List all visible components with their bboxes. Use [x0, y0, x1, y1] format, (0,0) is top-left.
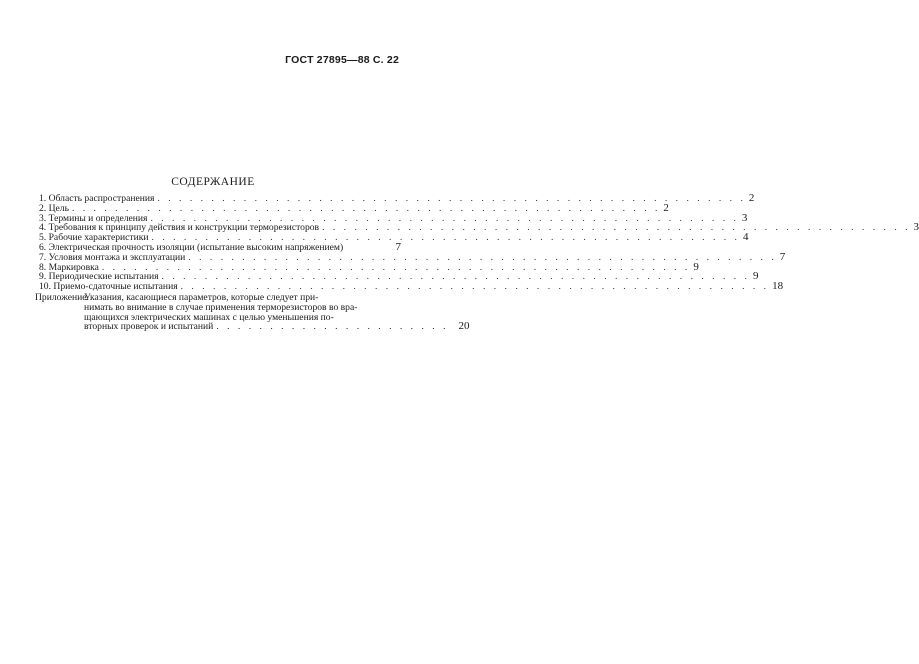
toc-page-number: 9	[752, 270, 759, 283]
toc-entry-text: 1. Область распространения	[39, 193, 155, 204]
toc-entry-text: 7. Условия монтажа и эксплуатации	[39, 251, 186, 263]
toc-page-number: 3	[913, 221, 919, 234]
page-title: СОДЕРЖАНИЕ	[171, 176, 255, 188]
toc-page-number: 18	[772, 280, 784, 293]
leader-dots	[181, 282, 769, 292]
toc-page-number: 20	[458, 320, 470, 333]
toc-entry-text: 2. Цель	[39, 202, 69, 214]
toc-entry-text: 4. Требования к принципу действия и конструкции терморезисторов	[39, 222, 320, 234]
appendix-line: щающихся электрических машинах с целью уменьшения по-	[84, 311, 334, 323]
appendix-description	[84, 293, 469, 332]
toc-entry-text: 3. Термины и определения	[39, 212, 148, 224]
appendix-line: Указания, касающиеся параметров, которые следует при-	[84, 291, 319, 303]
toc-appendix-entry[interactable]	[35, 291, 470, 333]
toc-entry-text: 8. Маркировка	[39, 261, 99, 273]
toc-entry-text: 5. Рабочие характеристики	[39, 232, 149, 244]
toc-page-number: 2	[663, 201, 669, 214]
table-of-contents	[35, 192, 919, 333]
appendix-line: нимать во внимание в случае применения терморезисторов во вра-	[84, 301, 358, 313]
toc-page-number: 4	[742, 231, 749, 244]
toc-page-number: 7	[779, 250, 786, 263]
toc-entry-text: 6. Электрическая прочность изоляции (испытание высоким напряжением)	[39, 241, 344, 253]
leader-dots	[216, 322, 448, 332]
toc-page-number: 3	[741, 211, 748, 224]
toc-page-number: 9	[693, 260, 699, 273]
toc-entry-10[interactable]	[35, 280, 784, 293]
appendix-line: вторных проверок и испытаний . . . 20	[84, 322, 469, 332]
page-header: ГОСТ 27895—88 С. 22	[285, 54, 399, 66]
toc-entry-text: 9. Периодические испытания	[39, 271, 159, 283]
toc-page-number: 2	[748, 192, 755, 204]
toc-entry-text: 10. Приемо-сдаточные испытания	[39, 281, 178, 293]
appendix-label: Приложение.	[35, 291, 89, 303]
toc-page-number: 7	[395, 240, 401, 253]
